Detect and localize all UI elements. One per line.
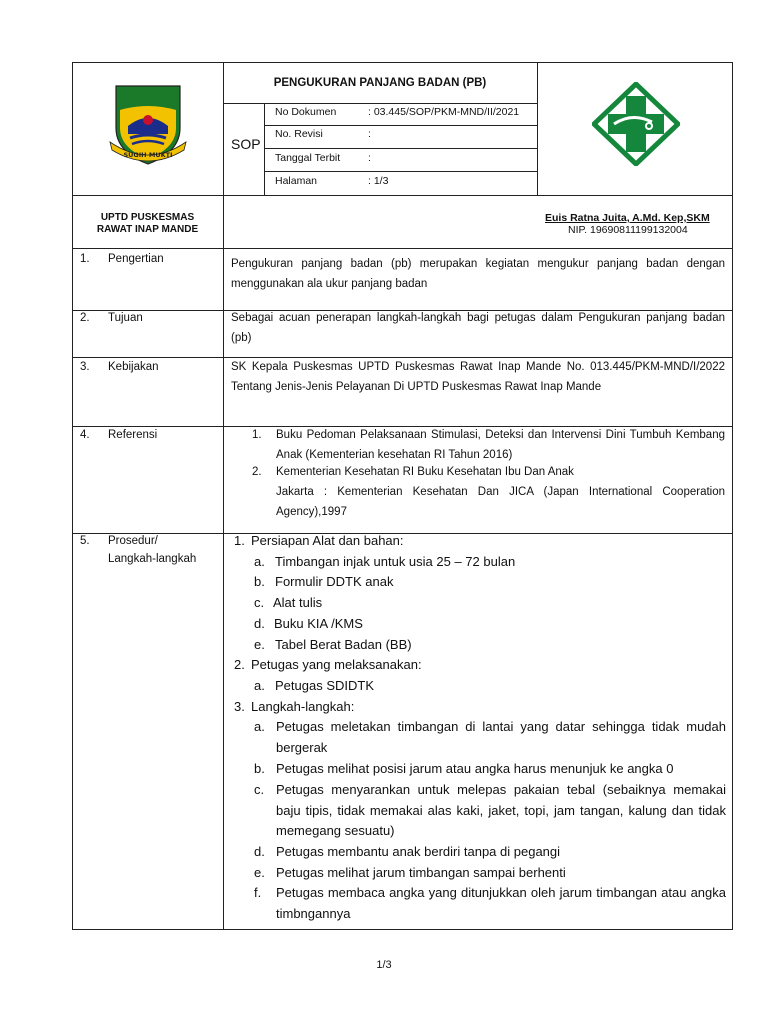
row-number: 3. [80, 361, 90, 373]
header-row-divider [72, 195, 733, 196]
reference-item: Kementerian Kesehatan RI Buku Kesehatan Ibu Dan Anak [276, 466, 574, 478]
row-label-referensi: Referensi [108, 429, 158, 441]
meta-value-no-revisi: : [368, 128, 371, 140]
list-item: Petugas menyarankan untuk melepas pakaian tebal (sebaiknya memakai baju tipis, tidak memakai alas kaki, jaket, topi, jam tangan, kalung dan tidak memegang sesuatu) [276, 782, 726, 839]
table-border-right [732, 62, 733, 929]
row-label-pengertian: Pengertian [108, 253, 164, 265]
item-letter: f. [254, 885, 262, 900]
section-number: 1. [234, 533, 245, 548]
table-border-left [72, 62, 73, 929]
list-item: Timbangan injak untuk usia 25 – 72 bulan [275, 554, 516, 569]
meta-row-divider [264, 125, 537, 126]
item-letter: c. [254, 782, 265, 797]
row-number: 4. [80, 429, 90, 441]
list-item: Petugas meletakan timbangan di lantai yang datar sehingga tidak mudah bergerak [276, 719, 726, 755]
puskesmas-logo [592, 82, 680, 166]
sop-column-divider [264, 103, 265, 195]
document-title: PENGUKURAN PANJANG BADAN (PB) [273, 77, 487, 89]
item-letter: e. [254, 865, 265, 880]
section-number: 2. [234, 657, 245, 672]
title-row-divider [223, 103, 537, 104]
section-title: Persiapan Alat dan bahan: [251, 533, 404, 548]
item-letter: e. [254, 637, 265, 652]
list-item: Petugas membaca angka yang ditunjukkan oleh jarum timbangan atau angka timbngannya [276, 885, 726, 921]
org-name-line1: UPTD PUSKESMAS [100, 212, 195, 223]
list-item: Buku KIA /KMS [274, 616, 363, 631]
reference-item: Buku Pedoman Pelaksanaan Stimulasi, Deteksi dan Intervensi Dini Tumbuh Kembang Anak (Kementerian kesehatan RI Tahun 2016) [276, 429, 725, 461]
item-letter: d. [254, 616, 265, 631]
item-letter: a. [254, 719, 265, 734]
reference-number: 1. [252, 429, 262, 441]
meta-value-no-dokumen: : 03.445/SOP/PKM-MND/II/2021 [368, 106, 520, 118]
item-letter: a. [254, 554, 265, 569]
list-item: Tabel Berat Badan (BB) [275, 637, 412, 652]
meta-label-no-revisi: No. Revisi [275, 128, 323, 140]
row-label-tujuan: Tujuan [108, 312, 143, 324]
district-emblem [104, 82, 192, 168]
row-number: 1. [80, 253, 90, 265]
meta-row-divider [264, 171, 537, 172]
list-item: Formulir DDTK anak [275, 574, 394, 589]
meta-row-divider [264, 148, 537, 149]
reference-publisher: Jakarta : Kementerian Kesehatan Dan JICA (Japan International Cooperation Agency),1997 [276, 486, 725, 518]
column-divider [223, 62, 224, 929]
row-label-kebijakan: Kebijakan [108, 361, 159, 373]
pengertian-text: Pengukuran panjang badan (pb) merupakan kegiatan mengukur panjang badan dengan menggunakan ala ukur panjang badan [231, 258, 725, 290]
logo-column-divider [537, 62, 538, 195]
table-border-bottom [72, 929, 733, 930]
item-letter: b. [254, 574, 265, 589]
list-item: Petugas melihat posisi jarum atau angka harus menunjuk ke angka 0 [276, 761, 674, 776]
table-border-top [72, 62, 733, 63]
kebijakan-text: SK Kepala Puskesmas UPTD Puskesmas Rawat Inap Mande No. 013.445/PKM-MND/I/2022 Tentang Jenis-Jenis Pelayanan Di UPTD Puskesmas Rawat Inap Mande [231, 361, 725, 393]
sop-label: SOP [231, 136, 261, 152]
row-number: 5. [80, 535, 90, 547]
reference-number: 2. [252, 466, 262, 478]
meta-value-halaman: : 1/3 [368, 175, 389, 187]
item-letter: c. [254, 595, 265, 610]
org-name-line2: RAWAT INAP MANDE [96, 224, 199, 235]
meta-label-tanggal-terbit: Tanggal Terbit [275, 152, 341, 164]
row-number: 2. [80, 312, 90, 324]
list-item: Petugas membantu anak berdiri tanpa di pegangi [276, 844, 561, 859]
meta-label-halaman: Halaman [275, 175, 318, 187]
list-item: Petugas melihat jarum timbangan sampai berhenti [276, 865, 566, 880]
item-letter: d. [254, 844, 265, 859]
item-letter: a. [254, 678, 265, 693]
list-item: Alat tulis [273, 595, 323, 610]
org-row-divider [72, 248, 733, 249]
item-letter: b. [254, 761, 265, 776]
svg-text:SUGIH MUKTI: SUGIH MUKTI [123, 151, 173, 159]
row-label-langkah: Langkah-langkah [108, 553, 197, 565]
signer-nip: NIP. 19690811199132004 [568, 224, 688, 236]
tujuan-text: Sebagai acuan penerapan langkah-langkah bagi petugas dalam Pengukuran panjang badan (pb) [231, 312, 725, 344]
meta-label-no-dokumen: No Dokumen [275, 106, 337, 118]
page-number: 1/3 [376, 959, 392, 971]
section-title: Petugas yang melaksanakan: [251, 657, 422, 672]
section-number: 3. [234, 699, 245, 714]
list-item: Petugas SDIDTK [275, 678, 374, 693]
meta-value-tanggal-terbit: : [368, 152, 371, 164]
section-title: Langkah-langkah: [251, 699, 355, 714]
row-label-prosedur: Prosedur/ [108, 535, 158, 547]
signer-name: Euis Ratna Juita, A.Md. Kep,SKM [545, 212, 710, 224]
